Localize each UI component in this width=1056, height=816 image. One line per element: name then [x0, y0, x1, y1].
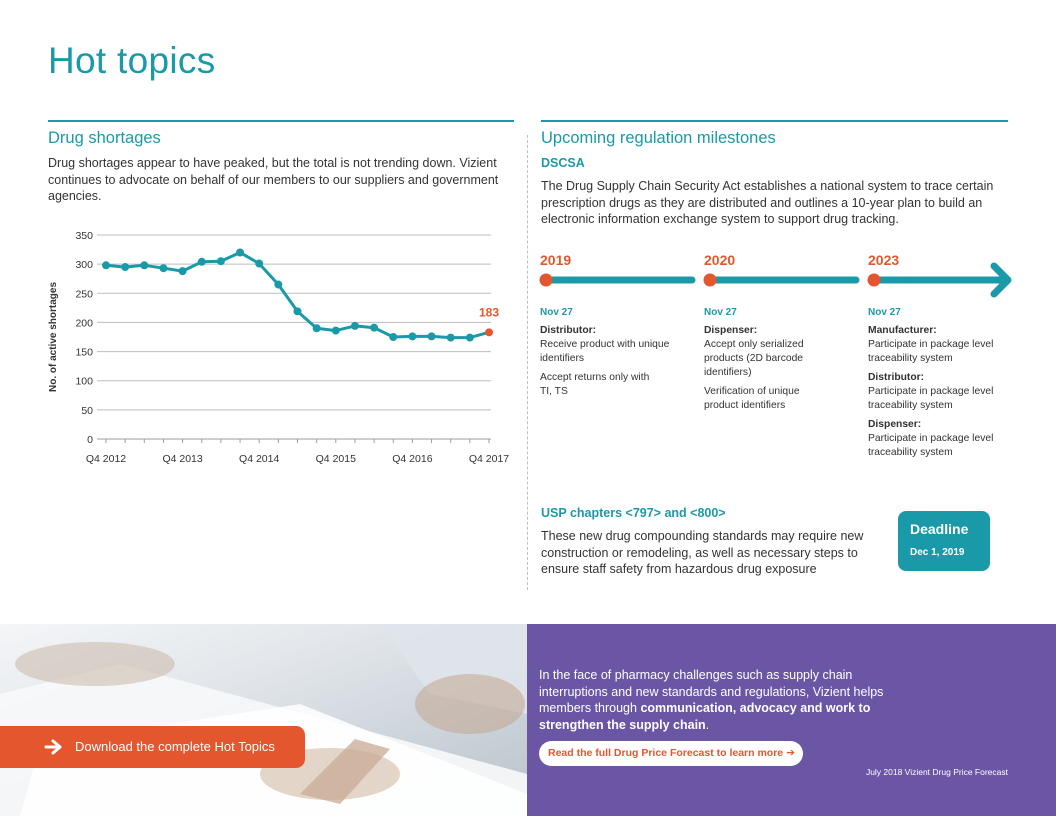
y-tick-label: 250	[75, 288, 93, 301]
role-label: Distributor:	[868, 372, 925, 383]
hero-photo	[0, 624, 527, 816]
forecast-text-bold: communication, advocacy and work to strengthen the supply chain	[539, 701, 871, 732]
forecast-panel-text	[539, 667, 889, 733]
y-tick-label: 0	[87, 434, 93, 446]
read-forecast-link[interactable]	[539, 741, 803, 766]
x-tick-label: Q4 2014	[239, 453, 280, 465]
download-label: Download the complete Hot Topics	[75, 739, 275, 754]
forecast-text-plain: In the face of pharmacy challenges such as supply chain interruptions and new standards and regulations, Vizient helps members through	[539, 668, 884, 715]
data-point	[140, 261, 148, 269]
timeline-arrow-icon	[532, 248, 1022, 298]
data-point	[466, 334, 474, 342]
milestone-details-2020	[704, 324, 824, 413]
x-tick-label: Q4 2015	[315, 453, 356, 465]
data-point	[332, 327, 340, 335]
data-point	[408, 332, 416, 340]
milestone-dot-2020	[704, 274, 717, 287]
forecast-text-end: .	[705, 717, 710, 732]
drug-shortages-body: Drug shortages appear to have peaked, but the total is not trending down. Vizient continues to advocate on behalf of our members to our suppliers and government agencies.	[48, 156, 499, 203]
role-label: Distributor:	[540, 325, 597, 336]
regulation-rule	[541, 120, 1008, 122]
forecast-footnote: July 2018 Vizient Drug Price Forecast	[865, 767, 1008, 777]
x-tick-label: Q4 2013	[162, 453, 203, 465]
x-tick-label: Q4 2017	[468, 453, 510, 465]
download-hot-topics-button[interactable]	[0, 726, 305, 768]
requirement-text: Accept only serialized products (2D barcode identifiers)	[704, 339, 804, 378]
y-tick-label: 350	[75, 230, 93, 242]
usp-title: USP chapters <797> and <800>	[541, 506, 726, 520]
column-divider	[527, 135, 528, 590]
data-point	[255, 260, 263, 268]
data-point	[179, 267, 187, 275]
drug-shortages-chart	[44, 226, 514, 474]
data-point	[351, 322, 359, 330]
x-tick-label: Q4 2012	[85, 453, 127, 465]
y-axis-label: No. of active shortages	[48, 281, 59, 393]
role-label: Manufacturer:	[868, 325, 937, 336]
requirement-text: Verification of unique product identifiers	[704, 386, 800, 411]
forecast-link-label: Read the full Drug Price Forecast to learn more	[548, 747, 784, 759]
y-tick-label: 150	[75, 346, 93, 359]
drug-shortages-rule	[48, 120, 514, 122]
dscsa-body: The Drug Supply Chain Security Act establishes a national system to trace certain prescription drugs as they are distributed and outlines a 10-year plan to build an electronic information exchange system to support drug tracking.	[541, 179, 994, 226]
data-point	[428, 332, 436, 340]
forecast-panel	[527, 624, 1056, 816]
arrow-right-icon: ➔	[786, 747, 795, 759]
data-point	[313, 324, 321, 332]
regulation-title: Upcoming regulation milestones	[541, 129, 776, 147]
y-tick-label: 300	[75, 259, 93, 272]
milestone-date-2019: Nov 27	[540, 307, 573, 318]
milestone-details-2019	[540, 324, 690, 399]
data-point	[370, 324, 378, 332]
y-tick-label: 50	[81, 404, 93, 417]
data-point	[121, 263, 129, 271]
milestone-year-2023: 2023	[868, 252, 900, 268]
requirement-text: Participate in package level traceability system	[868, 339, 994, 364]
milestone-date-2020: Nov 27	[704, 307, 737, 318]
milestone-dot-2023	[868, 274, 881, 287]
requirement-text: Accept returns only with TI, TS	[540, 372, 650, 397]
dscsa-title: DSCSA	[541, 156, 585, 170]
deadline-badge	[898, 511, 990, 571]
data-point	[198, 258, 206, 266]
milestone-year-2020: 2020	[704, 252, 736, 268]
x-tick-label: Q4 2016	[392, 453, 433, 465]
data-point	[274, 281, 282, 289]
data-point	[447, 334, 455, 342]
deadline-date: Dec 1, 2019	[910, 547, 965, 558]
y-tick-label: 100	[75, 375, 93, 388]
drug-shortages-title: Drug shortages	[48, 129, 161, 147]
data-label: 183	[478, 305, 500, 320]
data-point	[159, 264, 167, 272]
data-point	[294, 307, 302, 315]
requirement-text: Participate in package level traceability system	[868, 433, 994, 458]
milestone-date-2023: Nov 27	[868, 307, 901, 318]
data-point	[217, 257, 225, 265]
y-tick-label: 200	[75, 317, 93, 330]
page-title: Hot topics	[48, 40, 216, 81]
usp-body: These new drug compounding standards may require new construction or remodeling, as well as necessary steps to ensure staff safety from hazardous drug exposure	[541, 529, 864, 576]
milestone-details-2023	[868, 324, 1008, 460]
data-point-highlight	[485, 328, 493, 336]
milestone-dot-2019	[540, 274, 553, 287]
role-label: Dispenser:	[868, 419, 922, 430]
data-point	[389, 333, 397, 341]
role-label: Dispenser:	[704, 325, 758, 336]
data-point	[236, 248, 244, 256]
data-point	[102, 261, 110, 269]
arrow-right-icon	[44, 737, 64, 757]
requirement-text: Participate in package level traceability system	[868, 386, 994, 411]
milestone-year-2019: 2019	[540, 252, 572, 268]
deadline-label: Deadline	[910, 521, 969, 537]
requirement-text: Receive product with unique identifiers	[540, 339, 670, 364]
